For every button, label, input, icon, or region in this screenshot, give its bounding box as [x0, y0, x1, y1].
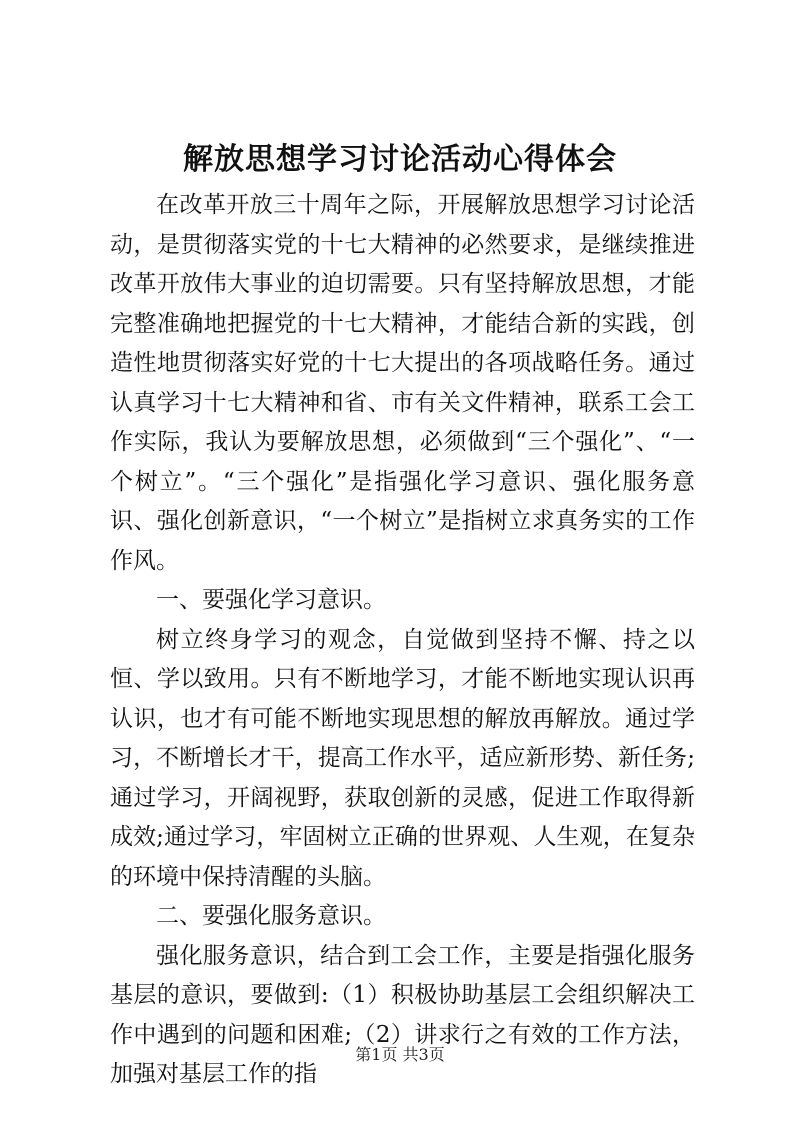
paragraph-section-2: 强化服务意识，结合到工会工作，主要是指强化服务基层的意识，要做到:（1）积极协助基层工会组织解决工作中遇到的问题和困难;（2）讲求行之有效的工作方法，加强对基层工作的指	[110, 942, 695, 1087]
paragraph-section-1: 树立终身学习的观念，自觉做到坚持不懈、持之以恒、学以致用。只有不断地学习，才能不断地实现认识再认识，也才有可能不断地实现思想的解放再解放。通过学习，不断增长才干，提高工作水平，适应新形势、新任务;通过学习，开阔视野，获取创新的灵感，促进工作取得新成效;通过学习，牢固树立正确的世界观、人生观，在复杂的环境中保持清醒的头脑。	[110, 626, 695, 890]
document-title: 解放思想学习讨论活动心得体会	[183, 142, 617, 177]
section-heading-1: 一、要强化学习意识。	[156, 587, 386, 613]
paragraph-intro: 在改革开放三十周年之际，开展解放思想学习讨论活动，是贯彻落实党的十七大精神的必然要求，是继续推进改革开放伟大事业的迫切需要。只有坚持解放思想，才能完整准确地把握党的十七大精神，才能结合新的实践，创造性地贯彻落实好党的十七大提出的各项战略任务。通过认真学习十七大精神和省、市有关文件精神，联系工会工作实际，我认为要解放思想，必须做到“三个强化”、“一个树立”。“三个强化”是指强化学习意识、强化服务意识、强化创新意识，“一个树立”是指树立求真务实的工作作风。	[110, 192, 695, 574]
page-number: 第1页 共3页	[355, 1045, 445, 1064]
document-body	[110, 186, 695, 1095]
section-heading-2: 二、要强化服务意识。	[156, 903, 386, 929]
